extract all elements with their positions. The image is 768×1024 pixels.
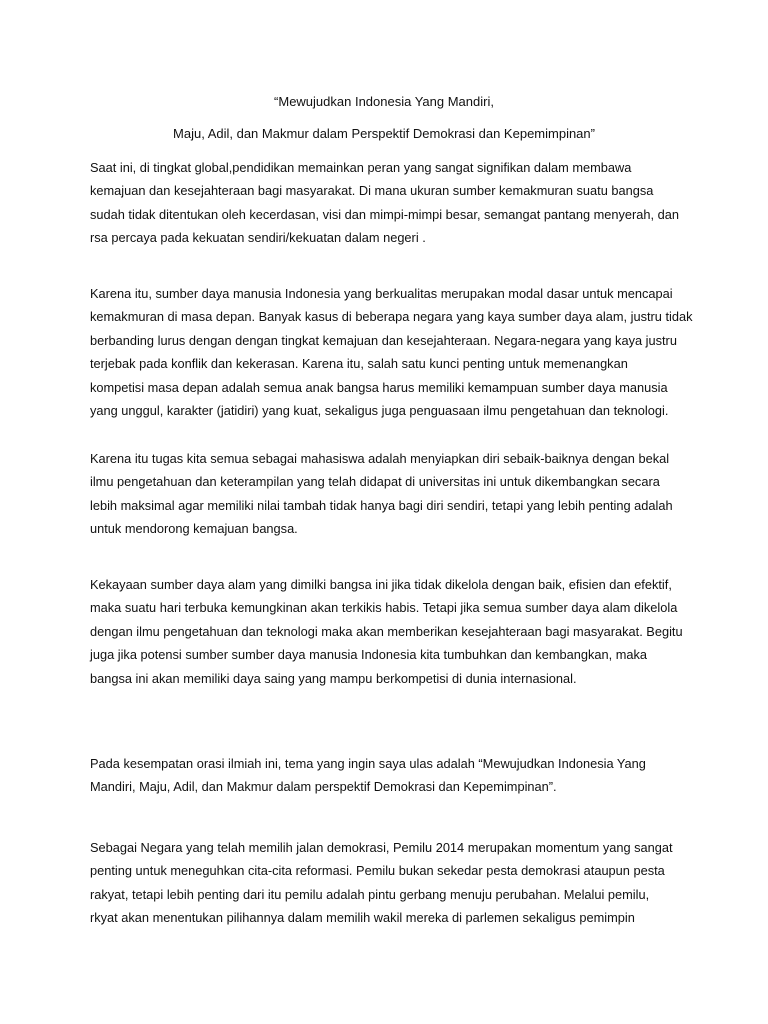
text-line: yang unggul, karakter (jatidiri) yang kuat, sekaligus juga penguasaan ilmu pengetahuan dan teknologi. [90,403,669,419]
text-line: kemajuan dan kesejahteraan bagi masyarakat. Di mana ukuran sumber kemakmuran suatu bangsa [90,183,654,199]
paragraph-5 [90,752,690,799]
paragraph-3 [90,447,690,541]
text-line: Pada kesempatan orasi ilmiah ini, tema yang ingin saya ulas adalah “Mewujudkan Indonesia Yang [90,756,646,771]
text-line: rsa percaya pada kekuatan sendiri/kekuatan dalam negeri . [90,230,426,246]
text-line: kompetisi masa depan adalah semua anak bangsa harus memiliki kemampuan sumber daya manusia [90,379,668,395]
title-line-2: Maju, Adil, dan Makmur dalam Perspektif Demokrasi dan Kepemimpinan” [173,126,595,141]
text-line: Karena itu tugas kita semua sebagai mahasiswa adalah menyiapkan diri sebaik-baiknya dengan bekal [90,451,670,466]
text-line: Sebagai Negara yang telah memilih jalan demokrasi, Pemilu 2014 merupakan momentum yang sangat [90,840,673,855]
paragraph-6 [90,836,690,930]
text-line: penting untuk meneguhkan cita-cita reformasi. Pemilu bukan sekedar pesta demokrasi ataupun pesta [90,863,665,879]
text-line: rakyat, tetapi lebih penting dari itu pemilu adalah pintu gerbang menuju perubahan. Melalui pemilu, [90,886,650,902]
text-line: maka suatu hari terbuka kemungkinan akan terkikis habis. Tetapi jika semua sumber daya alam dikelola [90,600,678,616]
text-line: Kekayaan sumber daya alam yang dimilki bangsa ini jika tidak dikelola dengan baik, efisien dan efektif, [90,577,672,592]
text-line: bangsa ini akan memiliki daya saing yang mampu berkompetisi di dunia internasional. [90,670,577,686]
text-line: berbanding lurus dengan dengan tingkat kemajuan dan kesejahteraan. Negara-negara yang kaya justru [90,332,677,348]
text-line: ilmu pengetahuan dan keterampilan yang telah didapat di universitas ini untuk dikembangkan secara [90,474,660,490]
text-line: Karena itu, sumber daya manusia Indonesia yang berkualitas merupakan modal dasar untuk mencapai [90,286,673,301]
text-line: Saat ini, di tingkat global,pendidikan memainkan peran yang sangat signifikan dalam membawa [90,160,632,175]
text-line: sudah tidak ditentukan oleh kecerdasan, visi dan mimpi-mimpi besar, semangat pantang menyerah, dan [90,206,679,222]
title-line-1: “Mewujudkan Indonesia Yang Mandiri, [274,94,494,109]
text-line: Mandiri, Maju, Adil, dan Makmur dalam perspektif Demokrasi dan Kepemimpinan”. [90,779,557,795]
text-line: kemakmuran di masa depan. Banyak kasus di beberapa negara yang kaya sumber daya alam, justru tidak [90,309,693,325]
text-line: untuk mendorong kemajuan bangsa. [90,521,298,537]
paragraph-1 [90,156,690,250]
text-line: juga jika potensi sumber sumber daya manusia Indonesia kita tumbuhkan dan kembangkan, maka [90,647,647,663]
paragraph-2 [90,282,693,422]
text-line: lebih maksimal agar memiliki nilai tambah tidak hanya bagi diri sendiri, tetapi yang lebih penting adalah [90,497,673,513]
paragraph-4 [90,573,690,690]
text-line: rkyat akan menentukan pilihannya dalam memilih wakil mereka di parlemen sekaligus pemimpin [90,910,635,926]
text-line: terjebak pada konflik dan kekerasan. Karena itu, salah satu kunci penting untuk memenangkan [90,356,628,372]
text-line: dengan ilmu pengetahuan dan teknologi maka akan memberikan kesejahteraan bagi masyarakat. Begitu [90,623,683,639]
